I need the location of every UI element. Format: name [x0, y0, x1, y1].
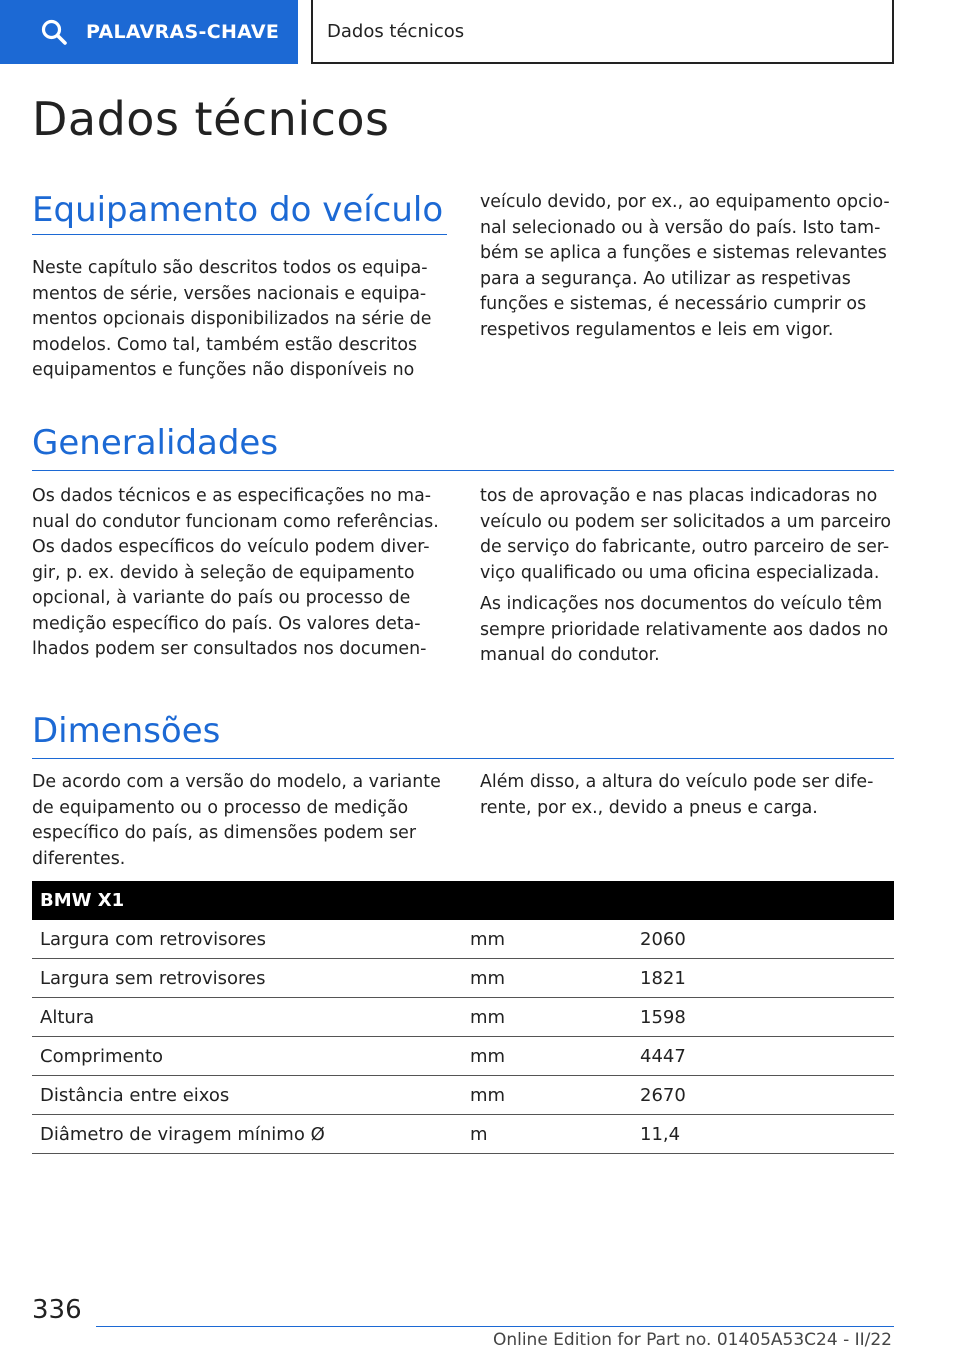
spec-name: Largura com retrovisores: [32, 920, 462, 959]
section-heading-dimensoes: Dimensões: [32, 711, 221, 751]
spec-unit: mm: [462, 998, 632, 1037]
table-row: [32, 959, 894, 998]
spec-name: Comprimento: [32, 1037, 462, 1076]
spec-value: 1598: [632, 998, 894, 1037]
equipamento-text-col1: Neste capítulo são descritos todos os equipa-mentos de série, versões nacionais e equipa-mentos opcionais disponibilizados na série de modelos. Como tal, também estão descritos equipamentos e funções não disponíveis no: [32, 258, 432, 380]
generalidades-text-col2-p1: tos de aprovação e nas placas indicadoras no veículo ou podem ser solicitados a um parceiro de serviço do fabricante, outro parceiro de ser-viço qualificado ou uma oficina especializada.: [480, 486, 892, 583]
dimensoes-text-col2: Além disso, a altura do veículo pode ser dife-rente, por ex., devido a pneus e carga.: [480, 772, 874, 818]
section-heading-generalidades: Generalidades: [32, 423, 279, 463]
footer-rule: [96, 1326, 894, 1327]
table-row: [32, 998, 894, 1037]
spec-value: 2060: [632, 920, 894, 959]
table-row: [32, 920, 894, 959]
spec-unit: m: [462, 1115, 632, 1154]
table-header-row: [32, 881, 894, 920]
top-bar: [0, 0, 960, 66]
breadcrumb-label: Dados técnicos: [327, 20, 465, 42]
keywords-label: PALAVRAS-CHAVE: [86, 21, 280, 43]
spec-name: Largura sem retrovisores: [32, 959, 462, 998]
table-row: [32, 1037, 894, 1076]
spec-unit: mm: [462, 1076, 632, 1115]
table-row: [32, 1115, 894, 1154]
keywords-button[interactable]: [0, 0, 298, 64]
spec-value: 2670: [632, 1076, 894, 1115]
section-rule-dimensoes: [32, 758, 894, 759]
spec-value: 11,4: [632, 1115, 894, 1154]
section-heading-equipamento: Equipamento do veículo: [32, 190, 444, 230]
footer-edition: Online Edition for Part no. 01405A53C24 - II/22: [492, 1330, 892, 1350]
breadcrumb[interactable]: [311, 0, 894, 64]
spec-unit: mm: [462, 959, 632, 998]
spec-value: 1821: [632, 959, 894, 998]
dimensoes-text-col1: De acordo com a versão do modelo, a variante de equipamento ou o processo de medição específico do país, as dimensões podem ser diferentes.: [32, 772, 441, 869]
page-title: Dados técnicos: [32, 92, 390, 146]
equipamento-text-col2: veículo devido, por ex., ao equipamento opcio-nal selecionado ou à versão do país. Isto tam-bém se aplica a funções e sistemas relevantes para a segurança. Ao utilizar as respetivas funções e sistemas, é necessário cumprir os respetivos regulamentos e leis em vigor.: [480, 192, 890, 340]
dimensions-table: [32, 881, 894, 1154]
section-rule-generalidades: [32, 470, 894, 471]
spec-unit: mm: [462, 1037, 632, 1076]
spec-name: Diâmetro de viragem mínimo Ø: [32, 1115, 462, 1154]
search-icon: [40, 18, 68, 46]
spec-unit: mm: [462, 920, 632, 959]
page-number: 336: [32, 1295, 82, 1325]
spec-name: Distância entre eixos: [32, 1076, 462, 1115]
spec-value: 4447: [632, 1037, 894, 1076]
spec-name: Altura: [32, 998, 462, 1037]
generalidades-text-col1: Os dados técnicos e as especificações no ma-nual do condutor funcionam como referências. Os dados específicos do veículo podem diver-gir, p. ex. devido à seleção de equipamento opcional, à variante do país ou processo de medição específico do país. Os valores deta-lhados podem ser consultados nos documen-: [32, 486, 439, 659]
table-header-model: BMW X1: [32, 881, 894, 920]
table-row: [32, 1076, 894, 1115]
section-rule-equipamento: [32, 234, 447, 235]
generalidades-text-col2-p2: As indicações nos documentos do veículo têm sempre prioridade relativamente aos dados no manual do condutor.: [480, 594, 889, 665]
